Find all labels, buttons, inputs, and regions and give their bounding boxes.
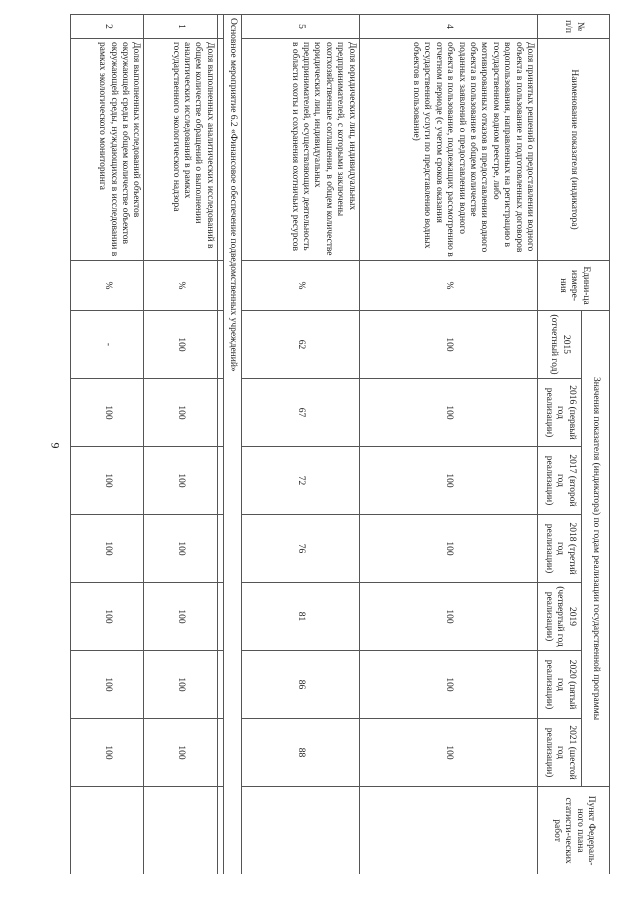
row-name: Доля выполненных аналитических исследований в общем количестве обращений о выполнении аналитических исследований в рамках государственного экологического надзора [144, 39, 217, 261]
row-name: Доля принятых решений о предоставлении водного объекта в пользование и подготовленных договоров водопользования, направленных на регистрацию в государственном водном реестре, либо мотивированных отказов в предоставлении водного объекта в пользование в общем количестве поданных заявлений о предоставлении водного объекта в пользование, подлежащих рассмотрению в отчетном периоде (с учетом сроков оказания государственной услуги по представлению водных объектов в пользование) [359, 39, 537, 261]
header-year: 2020 (пятый год реализации) [538, 651, 582, 719]
row-value: 100 [359, 583, 537, 651]
spacer-cell [217, 15, 223, 39]
row-value: 100 [144, 719, 217, 787]
row-value: - [71, 311, 144, 379]
row-value: 100 [359, 379, 537, 447]
row-value: 100 [359, 515, 537, 583]
row-value: 100 [359, 447, 537, 515]
row-unit: % [359, 261, 537, 311]
row-value: 100 [71, 447, 144, 515]
row-value: 100 [144, 447, 217, 515]
header-year: 2021 (шестой год реализации) [538, 719, 582, 787]
row-plan [144, 787, 217, 874]
row-value: 100 [144, 515, 217, 583]
row-plan [359, 787, 537, 874]
spacer-cell [217, 311, 223, 379]
spacer-row [217, 15, 223, 875]
spacer-cell [217, 787, 223, 874]
row-value: 100 [359, 719, 537, 787]
row-value: 100 [71, 515, 144, 583]
row-value: 100 [144, 379, 217, 447]
header-year: 2019 (четвертый год реализации) [538, 583, 582, 651]
table-row [71, 15, 144, 875]
spacer-cell [217, 379, 223, 447]
table-row [359, 15, 537, 875]
row-value: 76 [242, 515, 359, 583]
row-name: Доля юридических лиц, индивидуальных предпринимателей, с которыми заключены охотхозяйственные соглашения, в общем количестве юридических лиц, индивидуальных предпринимателей, осуществляющих деятельность в области охоты и сохранения охотничьих ресурсов [242, 39, 359, 261]
header-name: Наименование показателя (индикатора) [538, 39, 610, 261]
rotated-page [70, 14, 610, 874]
spacer-cell [217, 39, 223, 261]
row-value: 100 [359, 651, 537, 719]
row-value: 100 [71, 583, 144, 651]
page-number: 9 [48, 442, 63, 449]
row-value: 88 [242, 719, 359, 787]
row-num: 2 [71, 15, 144, 39]
row-value: 100 [144, 311, 217, 379]
spacer-cell [217, 583, 223, 651]
row-name: Доля выполненных исследований объектов окружающей среды в общем количестве объектов окружающей среды, нуждающихся в исследовании в рамках экологического мониторинга [71, 39, 144, 261]
header-num: № п/п [538, 15, 610, 39]
row-value: 100 [144, 583, 217, 651]
row-unit: % [71, 261, 144, 311]
section-row [223, 15, 241, 875]
spacer-cell [217, 515, 223, 583]
rotated-content [70, 14, 610, 874]
table-row [144, 15, 217, 875]
spacer-cell [217, 719, 223, 787]
section-title: Основное мероприятие 6.2 «Финансовое обеспечение подведомственных учреждений» [223, 15, 241, 875]
row-num: 1 [144, 15, 217, 39]
header-plan: Пункт Федераль-ного плана статисти-ческих работ [538, 787, 610, 874]
header-year: 2017 (второй год реализации) [538, 447, 582, 515]
row-unit: % [242, 261, 359, 311]
row-value: 100 [71, 379, 144, 447]
row-value: 62 [242, 311, 359, 379]
header-year: 2015 (отчетный год) [538, 311, 582, 379]
row-unit: % [144, 261, 217, 311]
row-num: 4 [359, 15, 537, 39]
row-plan [242, 787, 359, 874]
header-year: 2018 (третий год реализации) [538, 515, 582, 583]
row-plan [71, 787, 144, 874]
spacer-cell [217, 261, 223, 311]
row-value: 100 [71, 719, 144, 787]
header-values-group: Значения показателя (индикатора) по годам реализации государственной программы [582, 311, 610, 787]
table-row [242, 15, 359, 875]
row-value: 100 [144, 651, 217, 719]
header-year: 2016 (первый год реализации) [538, 379, 582, 447]
indicators-table [70, 14, 610, 874]
row-value: 67 [242, 379, 359, 447]
spacer-cell [217, 447, 223, 515]
row-value: 72 [242, 447, 359, 515]
spacer-cell [217, 651, 223, 719]
header-unit: Едини-ца измере-ния [538, 261, 610, 311]
row-value: 100 [71, 651, 144, 719]
row-value: 81 [242, 583, 359, 651]
row-value: 86 [242, 651, 359, 719]
row-num: 5 [242, 15, 359, 39]
row-value: 100 [359, 311, 537, 379]
